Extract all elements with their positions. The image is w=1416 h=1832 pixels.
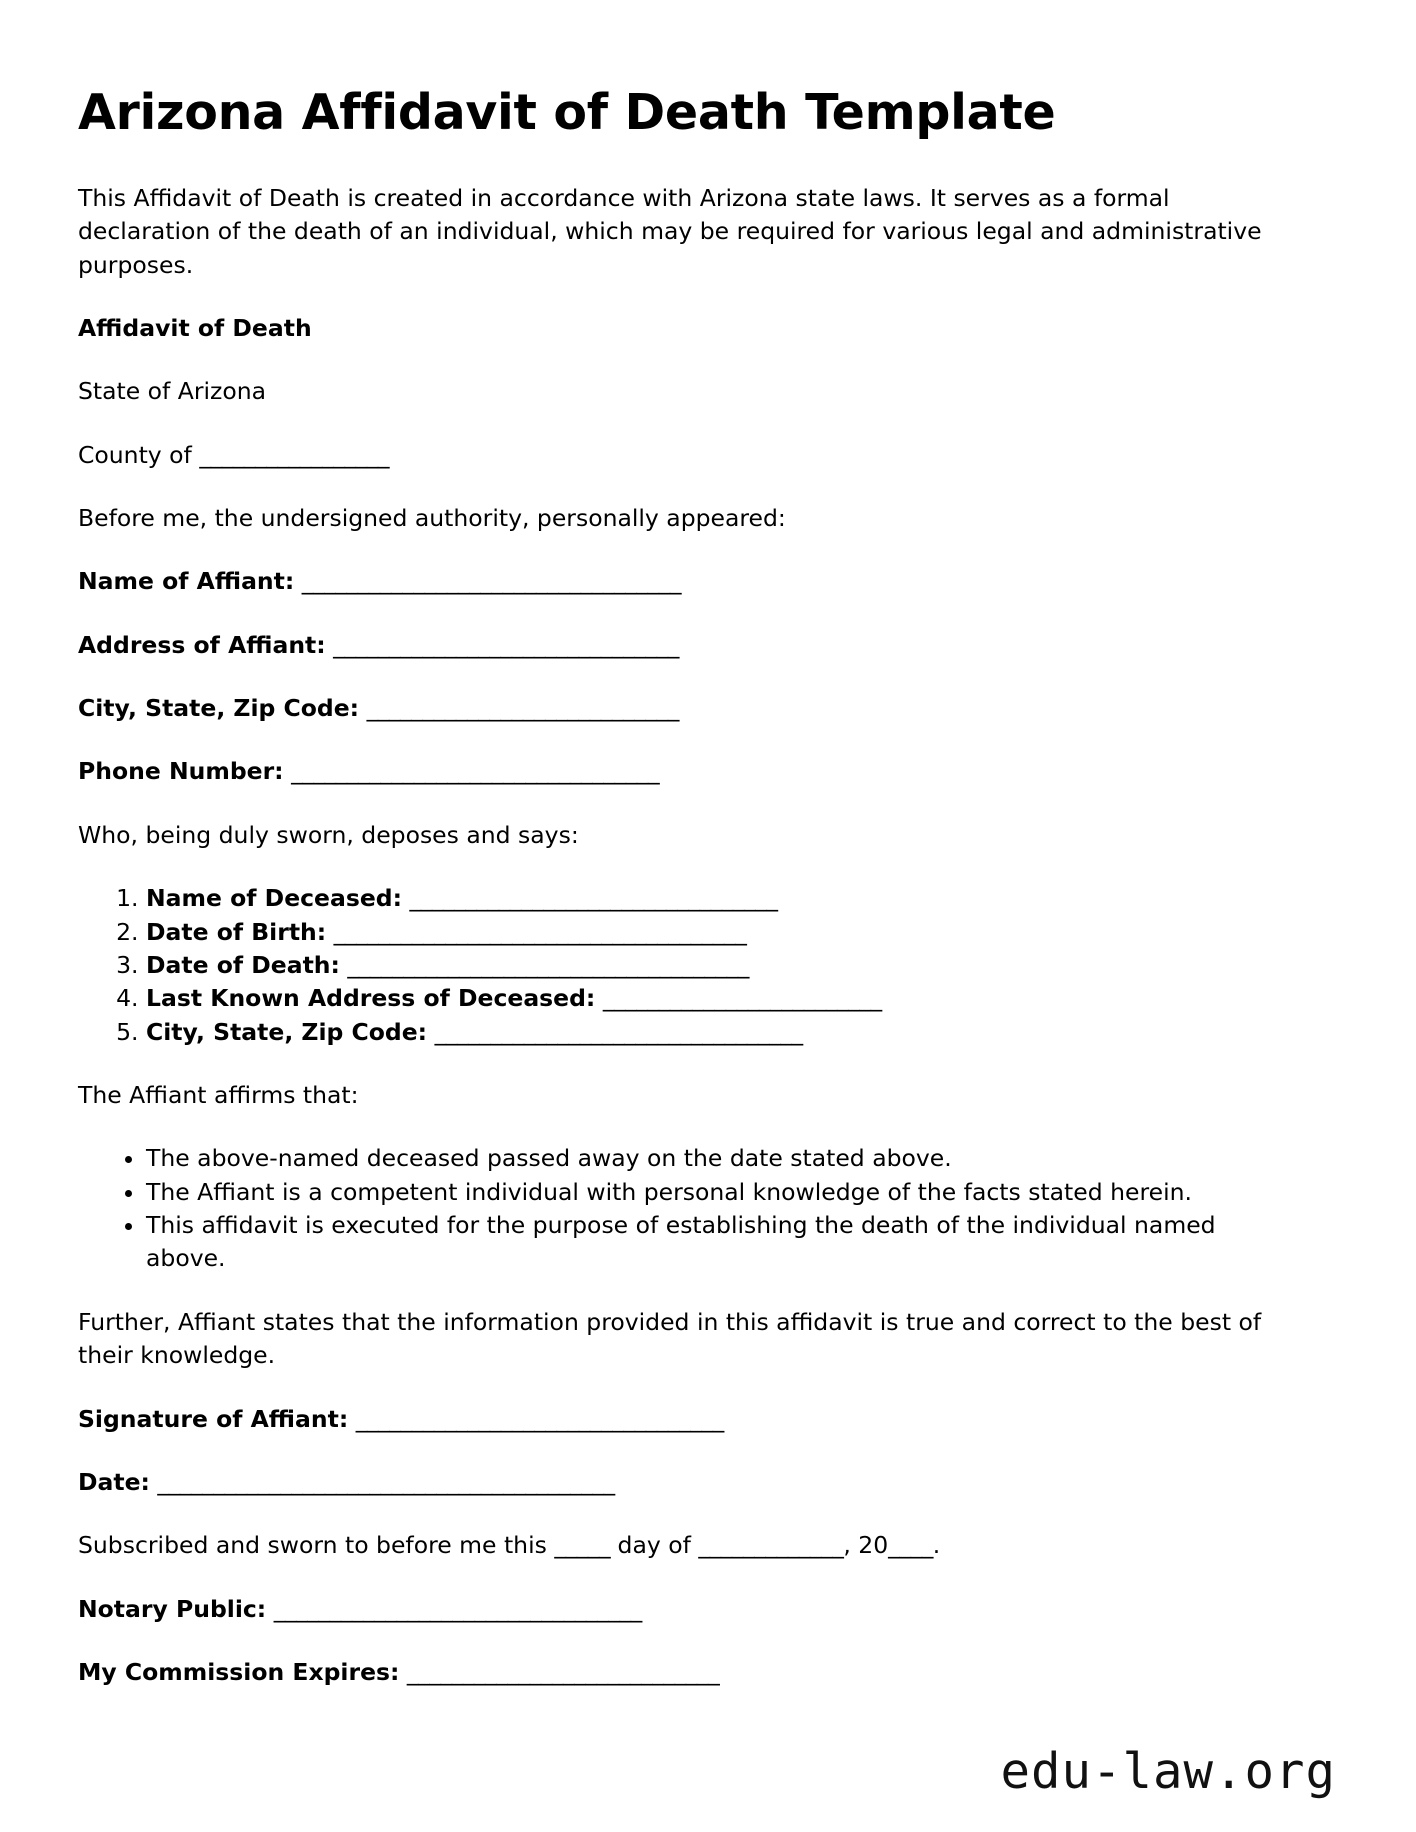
field-blank[interactable]: ____________________________________ (347, 950, 749, 979)
subscribed-year-blank[interactable]: ____ (888, 1531, 933, 1560)
field-blank[interactable]: ____________________________ (366, 694, 679, 723)
subscribed-text-part3: , 20 (843, 1531, 889, 1560)
county-field (78, 439, 1338, 472)
list-item (146, 982, 1338, 1015)
field-label: Date of Death: (146, 950, 340, 979)
field-label: City, State, Zip Code: (78, 694, 360, 723)
section-heading-affidavit-of-death: Affidavit of Death (78, 313, 312, 342)
field-city-state-zip-affiant (78, 692, 1338, 725)
field-label: Last Known Address of Deceased: (146, 984, 596, 1013)
state-line: State of Arizona (78, 377, 267, 406)
field-blank[interactable]: _____________________________________ (333, 917, 747, 946)
subscribed-text-part2: day of (610, 1531, 699, 1560)
subscribed-text-part4: . (932, 1531, 941, 1560)
list-item: • The Affiant is a competent individual with personal knowledge of the facts stated herein. (146, 1176, 1296, 1209)
field-commission-expires (78, 1656, 1338, 1689)
list-item (146, 1016, 1338, 1049)
field-blank[interactable]: _________________________ (602, 984, 882, 1013)
deceased-details-list (78, 882, 1338, 1049)
subscribed-text-part1: Subscribed and sworn to before me this (78, 1531, 555, 1560)
field-blank[interactable]: _________________________________ (355, 1404, 724, 1433)
county-label: County of (78, 440, 192, 469)
field-label: Address of Affiant: (78, 630, 326, 659)
field-blank[interactable]: _________________________________ (409, 884, 778, 913)
field-label: Signature of Affiant: (78, 1404, 349, 1433)
field-blank[interactable]: _________________________________ (291, 757, 660, 786)
field-label: Phone Number: (78, 757, 284, 786)
field-name-of-affiant (78, 565, 1338, 598)
field-label: Date: (78, 1467, 150, 1496)
field-blank[interactable]: _______________________________ (333, 630, 679, 659)
field-date (78, 1466, 1338, 1499)
field-phone-number (78, 755, 1338, 788)
page-title: Arizona Affidavit of Death Template (78, 84, 1056, 141)
list-item (146, 949, 1338, 982)
list-item: • This affidavit is executed for the purpose of establishing the death of the individual named above. (146, 1209, 1296, 1276)
field-label: Notary Public: (78, 1594, 267, 1623)
field-blank[interactable]: _________________________________ (434, 1017, 803, 1046)
subscribed-month-blank[interactable]: _____________ (698, 1531, 844, 1560)
field-blank[interactable]: _________________________________________ (157, 1467, 615, 1496)
sworn-intro: Who, being duly sworn, deposes and says: (78, 820, 579, 849)
list-item (146, 916, 1338, 949)
field-blank[interactable]: __________________________________ (301, 567, 681, 596)
field-label: City, State, Zip Code: (146, 1017, 428, 1046)
field-signature-of-affiant (78, 1403, 1338, 1436)
field-address-of-affiant (78, 629, 1338, 662)
county-blank[interactable]: _________________ (199, 440, 389, 469)
subscribed-and-sworn-line (78, 1529, 1338, 1562)
field-notary-public (78, 1593, 1338, 1626)
field-blank[interactable]: _________________________________ (273, 1594, 642, 1623)
list-item: • The above-named deceased passed away on the date stated above. (146, 1142, 1296, 1175)
list-item (146, 882, 1338, 915)
field-label: Name of Deceased: (146, 884, 402, 913)
footer-watermark: edu-law.org (1000, 1743, 1336, 1800)
subscribed-day-blank[interactable]: _____ (554, 1531, 611, 1560)
field-label: Name of Affiant: (78, 567, 295, 596)
before-me-line: Before me, the undersigned authority, personally appeared: (78, 504, 786, 533)
field-label: Date of Birth: (146, 917, 327, 946)
affirms-intro: The Affiant affirms that: (78, 1081, 359, 1109)
affirmations-list (78, 1142, 1338, 1275)
field-label: My Commission Expires: (78, 1657, 400, 1686)
field-blank[interactable]: ____________________________ (406, 1657, 720, 1686)
further-statement: Further, Affiant states that the information provided in this affidavit is true and correct to the best of their knowledge. (78, 1307, 1262, 1370)
intro-paragraph: This Affidavit of Death is created in accordance with Arizona state laws. It serves as a formal declaration of the death of an individual, which may be required for various legal and administrative purposes. (78, 183, 1262, 279)
